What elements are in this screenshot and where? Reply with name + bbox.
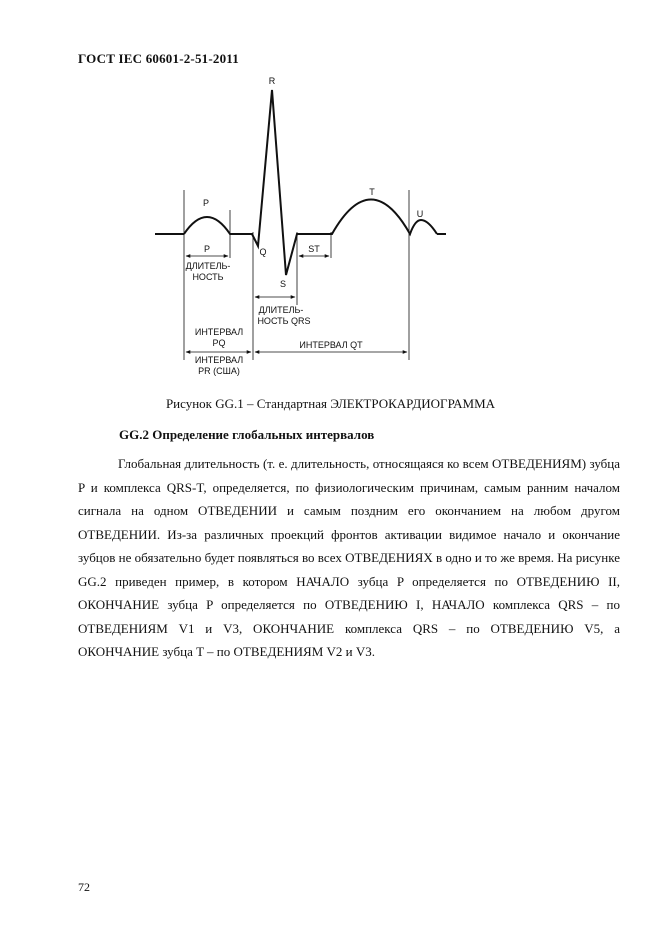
document-header: ГОСТ IEC 60601-2-51-2011 (78, 51, 239, 66)
label-pr-2: PR (США) (198, 366, 240, 376)
label-qt: ИНТЕРВАЛ QT (299, 340, 363, 350)
label-pr-1: ИНТЕРВАЛ (194, 355, 244, 365)
label-st: ST (308, 244, 320, 254)
label-pq-1: ИНТЕРВАЛ (194, 327, 244, 337)
label-u-wave: U (416, 209, 424, 219)
ecg-figure (0, 0, 661, 400)
label-t-wave: T (369, 187, 375, 197)
label-s: S (279, 279, 287, 289)
label-p-duration-2: НОСТЬ (192, 272, 224, 282)
figure-caption: Рисунок GG.1 – Стандартная ЭЛЕКТРОКАРДИОГРАММА (165, 396, 496, 411)
label-qrs-1: ДЛИТЕЛЬ- (258, 305, 304, 315)
label-q: Q (259, 247, 267, 257)
label-p-wave: P (202, 198, 210, 208)
page-number: 72 (78, 880, 90, 894)
label-pq-2: PQ (212, 338, 226, 348)
body-paragraph: Глобальная длительность (т. е. длительность, относящаяся ко всем ОТВЕДЕНИЯМ) зубца P и комплекса QRS-T, определяется, по физиологическим причинам, самым ранним началом сигнала на одном ОТВЕДЕНИИ и самым поздним его окончанием на любом другом ОТВЕДЕНИИ. Из-за различных проекций фронтов активации видимое начало и окончание зубцов не обязательно будет появляться во всех ОТВЕДЕНИЯХ в одно и то же время. На рисунке GG.2 приведен пример, в котором НАЧАЛО зубца P определяется по ОТВЕДЕНИЮ II, ОКОНЧАНИЕ зубца P определяется по ОТВЕДЕНИЮ I, НАЧАЛО комплекса QRS – по ОТВЕДЕНИЯМ V1 и V3, ОКОНЧАНИЕ комплекса QRS – по ОТВЕДЕНИЮ V5, а ОКОНЧАНИЕ зубца T – по ОТВЕДЕНИЯМ V2 и V3. (78, 456, 620, 659)
label-p-duration-letter: P (203, 244, 211, 254)
label-qrs-2: НОСТЬ QRS (257, 316, 311, 326)
label-r: R (268, 76, 276, 86)
label-p-duration-1: ДЛИТЕЛЬ- (185, 261, 231, 271)
section-title: GG.2 Определение глобальных интервалов (119, 427, 375, 442)
